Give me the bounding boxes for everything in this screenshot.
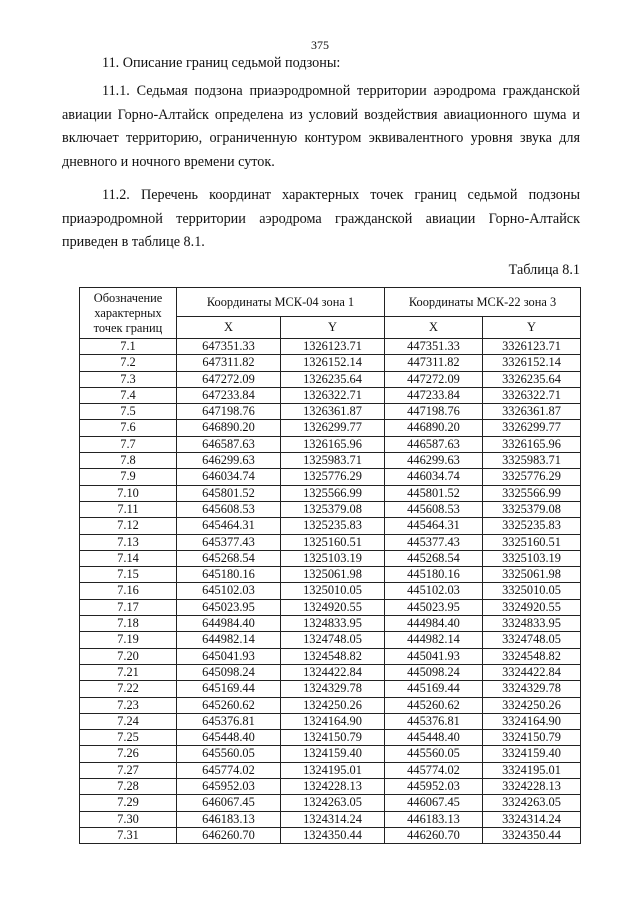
msk22-y-cell: 3326123.71: [483, 339, 581, 355]
msk22-y-cell: 3325235.83: [483, 518, 581, 534]
msk22-x-cell: 446183.13: [385, 811, 483, 827]
table-row: [80, 632, 581, 648]
msk22-y-cell: 3326361.87: [483, 404, 581, 420]
msk22-x-cell: 445023.95: [385, 599, 483, 615]
msk04-y-cell: 1324164.90: [281, 713, 385, 729]
msk04-x-cell: 645268.54: [177, 550, 281, 566]
coordinates-table: [79, 287, 581, 844]
msk22-y-cell: 3324920.55: [483, 599, 581, 615]
msk04-x-cell: 645102.03: [177, 583, 281, 599]
point-id-cell: 7.5: [80, 404, 177, 420]
msk22-x-cell: 446587.63: [385, 436, 483, 452]
header-msk04: Координаты МСК-04 зона 1: [177, 288, 385, 317]
page-number: 375: [311, 38, 329, 52]
msk22-x-cell: 447351.33: [385, 339, 483, 355]
msk22-x-cell: 445098.24: [385, 664, 483, 680]
msk04-y-cell: 1326165.96: [281, 436, 385, 452]
msk22-y-cell: 3325776.29: [483, 469, 581, 485]
msk22-y-cell: 3326235.64: [483, 371, 581, 387]
msk22-x-cell: 446034.74: [385, 469, 483, 485]
table-row: [80, 648, 581, 664]
msk04-x-cell: 645169.44: [177, 681, 281, 697]
table-row: [80, 779, 581, 795]
msk22-x-cell: 447311.82: [385, 355, 483, 371]
msk22-x-cell: 445102.03: [385, 583, 483, 599]
msk22-x-cell: 445260.62: [385, 697, 483, 713]
msk22-x-cell: 445952.03: [385, 779, 483, 795]
table-row: [80, 567, 581, 583]
table-row: [80, 339, 581, 355]
msk04-y-cell: 1325776.29: [281, 469, 385, 485]
table-row: [80, 681, 581, 697]
msk22-y-cell: 3325379.08: [483, 501, 581, 517]
msk04-x-cell: 647198.76: [177, 404, 281, 420]
point-id-cell: 7.4: [80, 387, 177, 403]
msk22-x-cell: 447272.09: [385, 371, 483, 387]
section-heading: 11. Описание границ седьмой подзоны:: [102, 55, 341, 71]
msk04-y-cell: 1324228.13: [281, 779, 385, 795]
table-row: [80, 485, 581, 501]
msk22-y-cell: 3324228.13: [483, 779, 581, 795]
msk04-x-cell: 647272.09: [177, 371, 281, 387]
msk04-y-cell: 1326152.14: [281, 355, 385, 371]
msk22-x-cell: 446260.70: [385, 827, 483, 843]
msk22-y-cell: 3324833.95: [483, 616, 581, 632]
msk04-x-cell: 645098.24: [177, 664, 281, 680]
header-msk22-x: X: [385, 317, 483, 339]
paragraph-text: 11.2. Перечень координат характерных точек границ седьмой подзоны приаэродромной территории аэродрома гражданской авиации Горно-Алтайск приведен в таблице 8.1.: [62, 187, 580, 251]
table-row: [80, 371, 581, 387]
msk04-x-cell: 647351.33: [177, 339, 281, 355]
msk04-x-cell: 645180.16: [177, 567, 281, 583]
point-id-cell: 7.29: [80, 795, 177, 811]
msk22-x-cell: 447233.84: [385, 387, 483, 403]
msk04-x-cell: 645023.95: [177, 599, 281, 615]
msk22-x-cell: 445169.44: [385, 681, 483, 697]
msk04-y-cell: 1326322.71: [281, 387, 385, 403]
point-id-cell: 7.15: [80, 567, 177, 583]
paragraph-11-1: [62, 80, 580, 174]
table-row: [80, 599, 581, 615]
msk04-x-cell: 647311.82: [177, 355, 281, 371]
table-row: [80, 518, 581, 534]
table-row: [80, 746, 581, 762]
msk04-y-cell: 1326123.71: [281, 339, 385, 355]
point-id-cell: 7.3: [80, 371, 177, 387]
msk04-y-cell: 1324150.79: [281, 730, 385, 746]
msk22-y-cell: 3325061.98: [483, 567, 581, 583]
point-id-cell: 7.12: [80, 518, 177, 534]
point-id-cell: 7.19: [80, 632, 177, 648]
msk22-x-cell: 445608.53: [385, 501, 483, 517]
msk22-y-cell: 3324548.82: [483, 648, 581, 664]
msk22-x-cell: 445377.43: [385, 534, 483, 550]
table-row: [80, 827, 581, 843]
msk04-y-cell: 1324748.05: [281, 632, 385, 648]
table-row: [80, 550, 581, 566]
table-row: [80, 404, 581, 420]
point-id-cell: 7.22: [80, 681, 177, 697]
point-id-cell: 7.10: [80, 485, 177, 501]
msk22-y-cell: 3324422.84: [483, 664, 581, 680]
msk04-y-cell: 1326361.87: [281, 404, 385, 420]
table-row: [80, 730, 581, 746]
msk04-y-cell: 1324314.24: [281, 811, 385, 827]
table-row: [80, 501, 581, 517]
point-id-cell: 7.20: [80, 648, 177, 664]
msk04-y-cell: 1324833.95: [281, 616, 385, 632]
point-id-cell: 7.27: [80, 762, 177, 778]
msk22-x-cell: 447198.76: [385, 404, 483, 420]
table-row: [80, 795, 581, 811]
table-row: [80, 811, 581, 827]
table-row: [80, 713, 581, 729]
msk22-y-cell: 3326152.14: [483, 355, 581, 371]
msk22-y-cell: 3324329.78: [483, 681, 581, 697]
msk04-x-cell: 645464.31: [177, 518, 281, 534]
msk04-x-cell: 645041.93: [177, 648, 281, 664]
msk04-x-cell: 645377.43: [177, 534, 281, 550]
table-row: [80, 583, 581, 599]
point-id-cell: 7.17: [80, 599, 177, 615]
point-id-cell: 7.16: [80, 583, 177, 599]
msk22-y-cell: 3324350.44: [483, 827, 581, 843]
msk04-y-cell: 1324329.78: [281, 681, 385, 697]
msk04-x-cell: 645448.40: [177, 730, 281, 746]
msk04-y-cell: 1325010.05: [281, 583, 385, 599]
msk04-x-cell: 646587.63: [177, 436, 281, 452]
point-id-cell: 7.1: [80, 339, 177, 355]
msk22-y-cell: 3325010.05: [483, 583, 581, 599]
msk22-y-cell: 3325103.19: [483, 550, 581, 566]
point-id-cell: 7.11: [80, 501, 177, 517]
msk04-x-cell: 645774.02: [177, 762, 281, 778]
msk04-y-cell: 1325061.98: [281, 567, 385, 583]
msk04-x-cell: 645801.52: [177, 485, 281, 501]
msk04-y-cell: 1324548.82: [281, 648, 385, 664]
msk04-x-cell: 646299.63: [177, 453, 281, 469]
msk22-y-cell: 3324164.90: [483, 713, 581, 729]
msk22-y-cell: 3324314.24: [483, 811, 581, 827]
table-row: [80, 469, 581, 485]
msk04-x-cell: 645608.53: [177, 501, 281, 517]
msk22-y-cell: 3325160.51: [483, 534, 581, 550]
point-id-cell: 7.9: [80, 469, 177, 485]
msk22-x-cell: 445268.54: [385, 550, 483, 566]
point-id-cell: 7.13: [80, 534, 177, 550]
msk22-y-cell: 3324748.05: [483, 632, 581, 648]
table-row: [80, 697, 581, 713]
point-id-cell: 7.14: [80, 550, 177, 566]
msk04-y-cell: 1325566.99: [281, 485, 385, 501]
msk04-x-cell: 646890.20: [177, 420, 281, 436]
point-id-cell: 7.24: [80, 713, 177, 729]
header-msk04-y: Y: [281, 317, 385, 339]
msk22-y-cell: 3326299.77: [483, 420, 581, 436]
msk22-x-cell: 446299.63: [385, 453, 483, 469]
point-id-cell: 7.26: [80, 746, 177, 762]
msk04-y-cell: 1324422.84: [281, 664, 385, 680]
table-row: [80, 762, 581, 778]
point-id-cell: 7.31: [80, 827, 177, 843]
msk22-x-cell: 446067.45: [385, 795, 483, 811]
table-row: [80, 616, 581, 632]
table-body: [80, 339, 581, 844]
point-id-cell: 7.28: [80, 779, 177, 795]
msk22-x-cell: 445041.93: [385, 648, 483, 664]
msk22-x-cell: 445376.81: [385, 713, 483, 729]
msk04-y-cell: 1325983.71: [281, 453, 385, 469]
msk04-y-cell: 1324195.01: [281, 762, 385, 778]
msk22-x-cell: 445560.05: [385, 746, 483, 762]
msk04-y-cell: 1324350.44: [281, 827, 385, 843]
msk04-x-cell: 646260.70: [177, 827, 281, 843]
msk22-y-cell: 3326165.96: [483, 436, 581, 452]
point-id-cell: 7.2: [80, 355, 177, 371]
msk04-y-cell: 1325103.19: [281, 550, 385, 566]
msk22-y-cell: 3324250.26: [483, 697, 581, 713]
msk22-y-cell: 3326322.71: [483, 387, 581, 403]
msk22-y-cell: 3324159.40: [483, 746, 581, 762]
header-point-designation: Обозначение характерных точек границ: [80, 288, 177, 339]
msk22-x-cell: 445464.31: [385, 518, 483, 534]
msk04-y-cell: 1325235.83: [281, 518, 385, 534]
msk04-x-cell: 647233.84: [177, 387, 281, 403]
msk22-y-cell: 3324150.79: [483, 730, 581, 746]
msk04-x-cell: 645376.81: [177, 713, 281, 729]
table-caption: Таблица 8.1: [508, 262, 580, 278]
msk04-y-cell: 1325160.51: [281, 534, 385, 550]
msk04-y-cell: 1326235.64: [281, 371, 385, 387]
point-id-cell: 7.18: [80, 616, 177, 632]
msk22-x-cell: 445448.40: [385, 730, 483, 746]
msk22-x-cell: 444984.40: [385, 616, 483, 632]
msk22-y-cell: 3325566.99: [483, 485, 581, 501]
point-id-cell: 7.25: [80, 730, 177, 746]
msk04-y-cell: 1324250.26: [281, 697, 385, 713]
msk04-x-cell: 645260.62: [177, 697, 281, 713]
header-msk22-y: Y: [483, 317, 581, 339]
msk22-x-cell: 446890.20: [385, 420, 483, 436]
header-msk22: Координаты МСК-22 зона 3: [385, 288, 581, 317]
msk04-x-cell: 644982.14: [177, 632, 281, 648]
point-id-cell: 7.6: [80, 420, 177, 436]
msk22-x-cell: 445801.52: [385, 485, 483, 501]
point-id-cell: 7.23: [80, 697, 177, 713]
msk22-y-cell: 3324195.01: [483, 762, 581, 778]
table-row: [80, 436, 581, 452]
point-id-cell: 7.8: [80, 453, 177, 469]
msk04-x-cell: 644984.40: [177, 616, 281, 632]
msk04-x-cell: 646183.13: [177, 811, 281, 827]
msk04-x-cell: 646067.45: [177, 795, 281, 811]
header-msk04-x: X: [177, 317, 281, 339]
table-row: [80, 453, 581, 469]
msk04-x-cell: 645560.05: [177, 746, 281, 762]
msk04-y-cell: 1326299.77: [281, 420, 385, 436]
table-row: [80, 355, 581, 371]
msk22-x-cell: 444982.14: [385, 632, 483, 648]
msk22-y-cell: 3325983.71: [483, 453, 581, 469]
msk04-x-cell: 645952.03: [177, 779, 281, 795]
point-id-cell: 7.21: [80, 664, 177, 680]
msk04-y-cell: 1324263.05: [281, 795, 385, 811]
table-row: [80, 534, 581, 550]
msk04-y-cell: 1324159.40: [281, 746, 385, 762]
table-row: [80, 664, 581, 680]
paragraph-text: 11.1. Седьмая подзона приаэродромной территории аэродрома гражданской авиации Горно-Алтайск определена из условий воздействия авиационного шума и включает территорию, ограниченную контуром эквивалентного уровня звука для дневного и ночного времени суток.: [62, 83, 580, 170]
msk04-y-cell: 1325379.08: [281, 501, 385, 517]
msk22-x-cell: 445774.02: [385, 762, 483, 778]
point-id-cell: 7.30: [80, 811, 177, 827]
table-row: [80, 387, 581, 403]
table-row: [80, 420, 581, 436]
paragraph-11-2: [62, 184, 580, 255]
point-id-cell: 7.7: [80, 436, 177, 452]
msk04-x-cell: 646034.74: [177, 469, 281, 485]
msk04-y-cell: 1324920.55: [281, 599, 385, 615]
msk22-y-cell: 3324263.05: [483, 795, 581, 811]
msk22-x-cell: 445180.16: [385, 567, 483, 583]
